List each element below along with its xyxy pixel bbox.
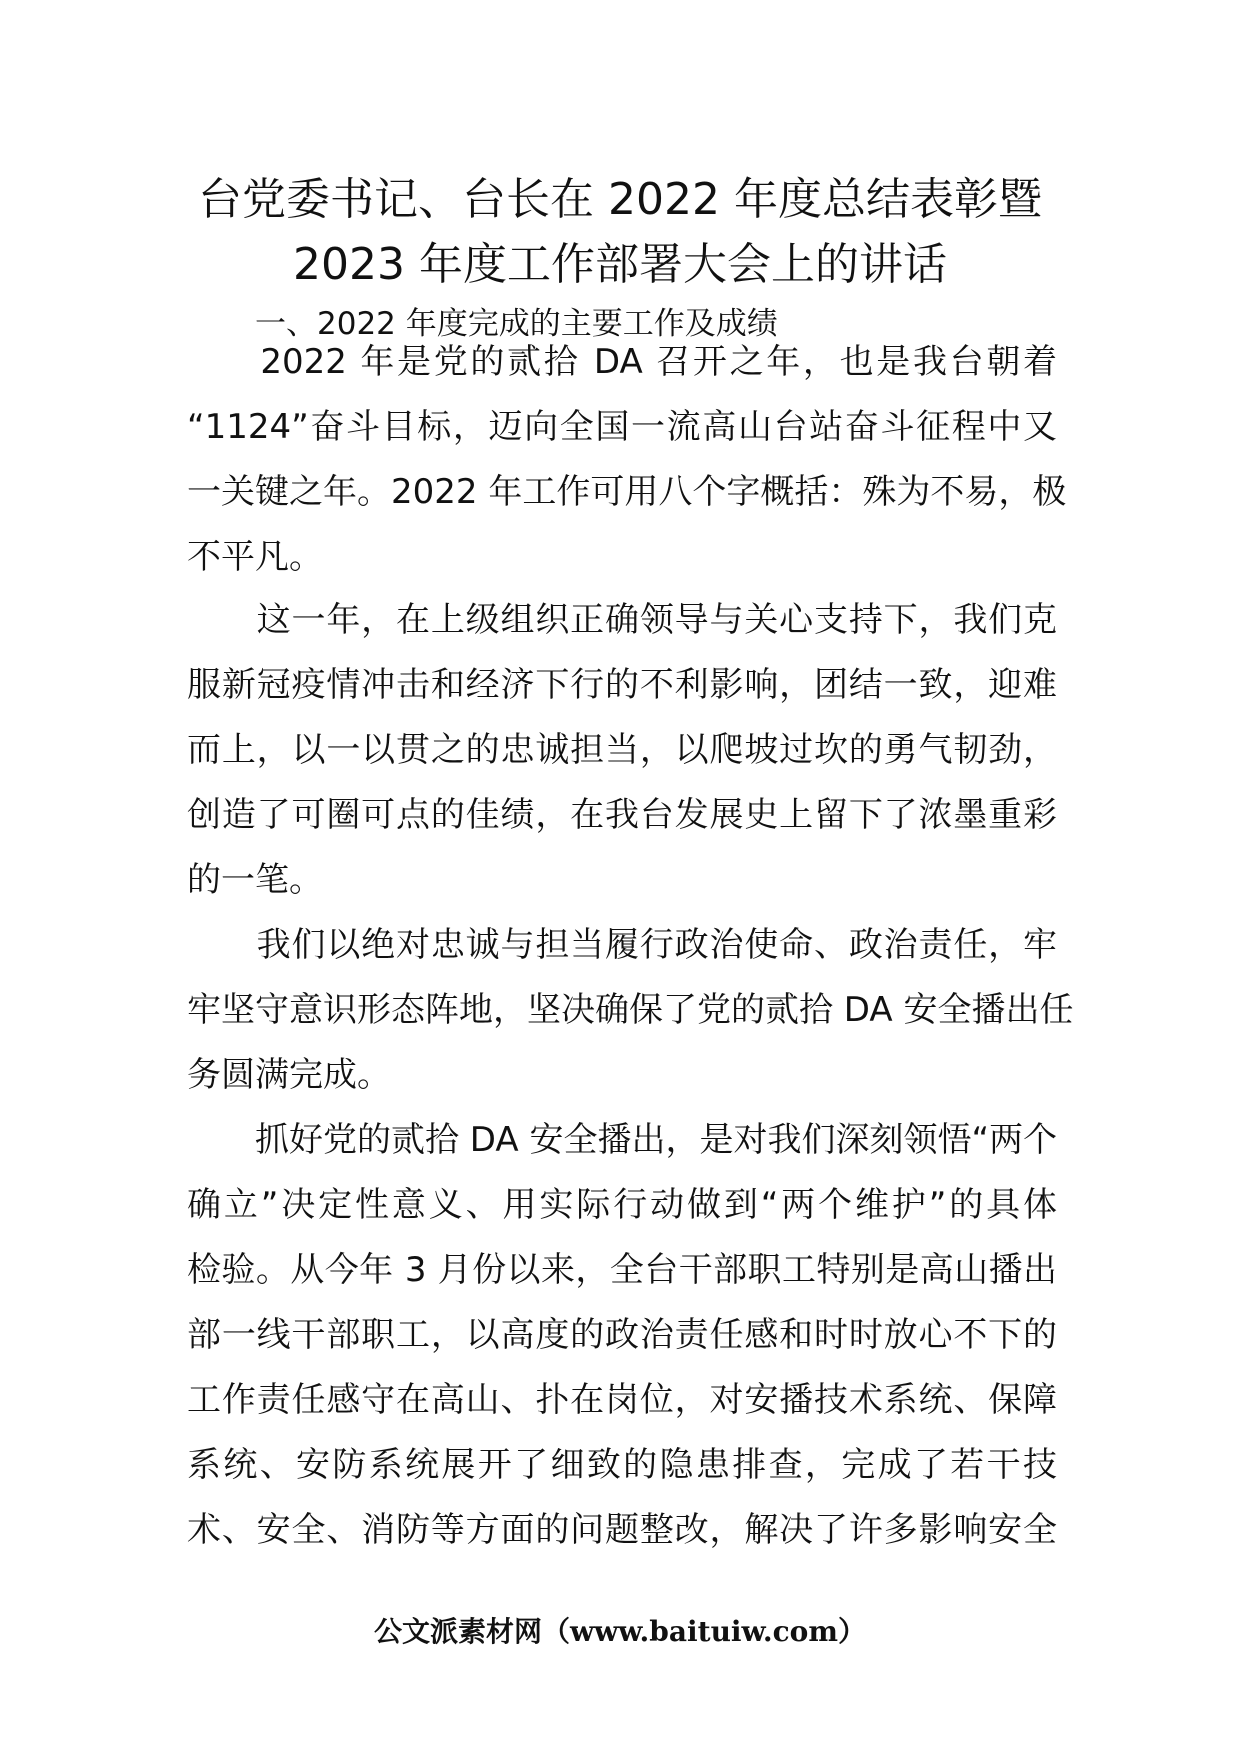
- paragraph-line: 我们以绝对忠诚与担当履行政治使命、政治责任，牢: [187, 925, 1057, 965]
- paragraph-line: 的一笔。: [187, 860, 323, 900]
- paragraph-line: 2022 年是党的贰拾 DA 召开之年，也是我台朝着: [187, 342, 1057, 382]
- paragraph-line: 术、安全、消防等方面的问题整改，解决了许多影响安全: [187, 1510, 1057, 1550]
- paragraph-line: 而上，以一以贯之的忠诚担当，以爬坡过坎的勇气韧劲，: [187, 730, 1057, 770]
- paragraph-line: 检验。从今年 3 月份以来，全台干部职工特别是高山播出: [187, 1250, 1057, 1290]
- document-title-line-1: 台党委书记、台长在 2022 年度总结表彰暨: [198, 174, 1042, 225]
- paragraph-line: 这一年，在上级组织正确领导与关心支持下，我们克: [187, 600, 1057, 640]
- paragraph-line: 牢坚守意识形态阵地，坚决确保了党的贰拾 DA 安全播出任: [187, 990, 1074, 1030]
- paragraph-line: “1124”奋斗目标，迈向全国一流高山台站奋斗征程中又: [187, 407, 1057, 447]
- paragraph-line: 不平凡。: [187, 537, 323, 577]
- section-heading: 一、2022 年度完成的主要工作及成绩: [255, 306, 778, 342]
- paragraph-line: 工作责任感守在高山、扑在岗位，对安播技术系统、保障: [187, 1380, 1057, 1420]
- paragraph-line: 抓好党的贰拾 DA 安全播出，是对我们深刻领悟“两个: [187, 1120, 1058, 1160]
- paragraph-line: 务圆满完成。: [187, 1055, 391, 1095]
- paragraph-1: [187, 330, 1067, 590]
- document-title-line-2: 2023 年度工作部署大会上的讲话: [293, 239, 947, 290]
- footer-watermark: 公文派素材网（www.baituiw.com）: [374, 1615, 866, 1648]
- paragraph-line: 部一线干部职工，以高度的政治责任感和时时放心不下的: [187, 1315, 1057, 1355]
- paragraph-line: 一关键之年。2022 年工作可用八个字概括：殊为不易，极: [187, 472, 1067, 512]
- paragraph-2: [187, 588, 1057, 913]
- paragraph-line: 创造了可圈可点的佳绩，在我台发展史上留下了浓墨重彩: [187, 795, 1057, 835]
- paragraph-line: 系统、安防系统展开了细致的隐患排查，完成了若干技: [187, 1445, 1057, 1485]
- paragraph-4: [187, 1108, 1057, 1563]
- paragraph-3: [187, 913, 1074, 1108]
- paragraph-line: 服新冠疫情冲击和经济下行的不利影响，团结一致，迎难: [187, 665, 1057, 705]
- paragraph-line: 确立”决定性意义、用实际行动做到“两个维护”的具体: [187, 1185, 1057, 1225]
